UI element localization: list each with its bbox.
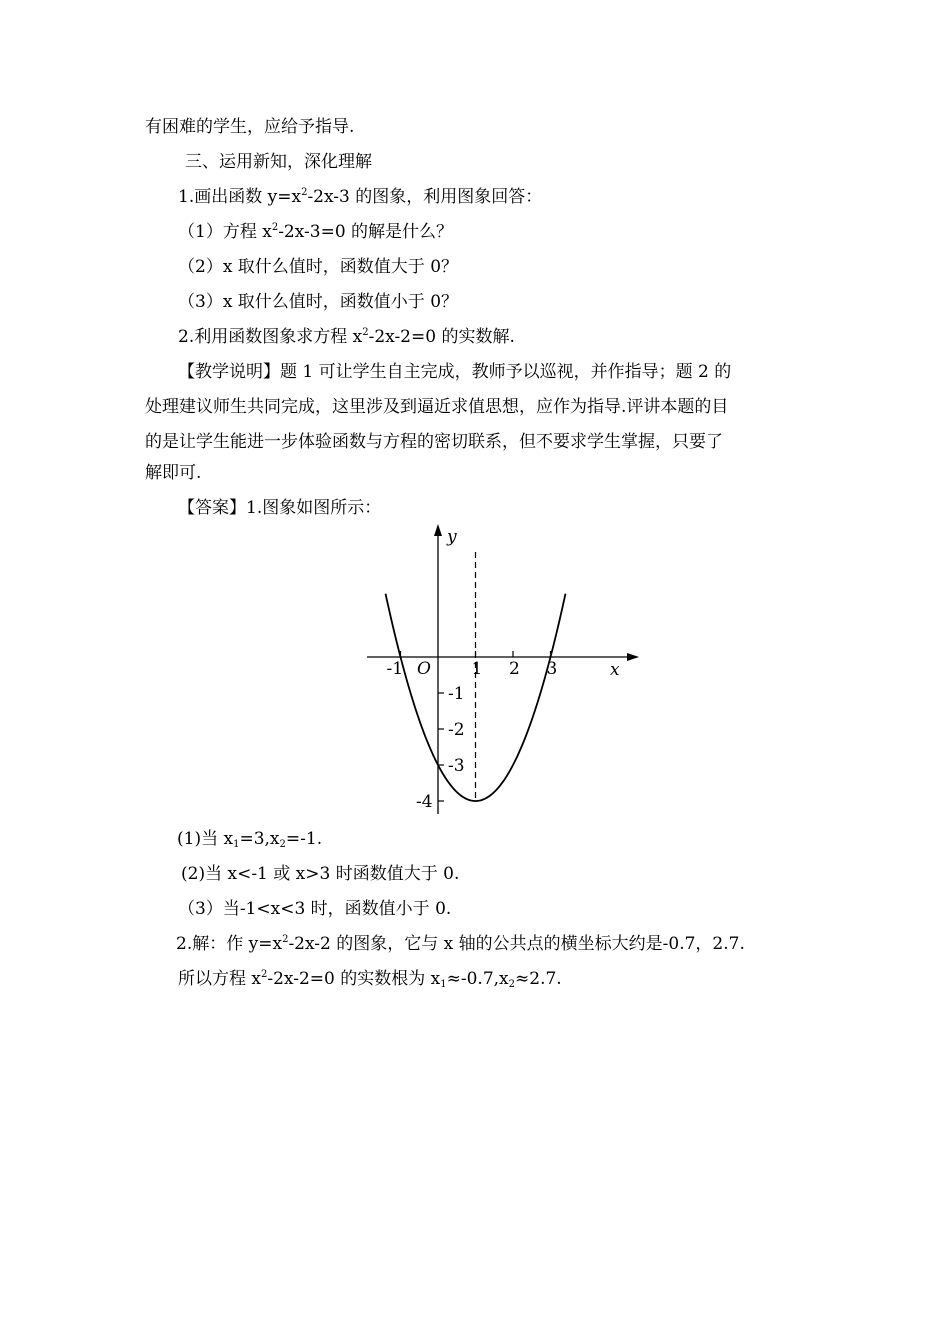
x-tick-label: 2 [509, 659, 520, 679]
y-tick-label: -4 [416, 792, 433, 812]
solution-line-1: 2.解：作 $y=x^2-2x-2$ 的图象，它与 x 轴的公共点的横坐标大约是-0.7，2.7. [176, 934, 745, 954]
section-heading: 三、运用新知，深化理解 [185, 152, 372, 172]
y-tick-label: -3 [448, 756, 465, 776]
x-tick-label: 3 [546, 659, 558, 679]
text-line-1: 有困难的学生，应给予指导. [145, 117, 355, 137]
teaching-note-line-2: 处理建议师生共同完成，这里涉及到逼近求值思想，应作为指导.评讲本题的目 [145, 397, 729, 417]
question-2: 2.利用函数图象求方程 $x^2-2x-2=0$ 的实数解. [178, 327, 515, 347]
answer-2: (2)当 x<-1 或 x>3 时函数值大于 0. [181, 864, 460, 884]
answer-1: (1)当 $x_1=3,x_2=-1$. [177, 829, 323, 850]
teaching-note-line-4: 解即可. [145, 463, 202, 483]
solution-line-2: 所以方程 $x^2-2x-2=0$ 的实数根为 $x_1\approx-0.7,x_2\approx 2.7$. [178, 969, 562, 990]
answer-heading: 【答案】1.图象如图所示： [178, 498, 382, 518]
question-1-part-2: （2）x 取什么值时，函数值大于 0？ [178, 257, 459, 277]
x-axis-arrow [627, 653, 639, 661]
y-axis-arrow [434, 524, 442, 536]
teaching-note-line-1: 【教学说明】题 1 可让学生自主完成，教师予以巡视，并作指导；题 2 的 [178, 362, 732, 382]
y-tick-label: -1 [448, 684, 465, 704]
answer-3: （3）当-1<x<3 时，函数值小于 0. [178, 899, 452, 919]
origin-label: O [417, 659, 431, 679]
question-1-part-3: （3）x 取什么值时，函数值小于 0？ [178, 292, 459, 312]
question-1-part-1: （1）方程 $x^2-2x-3=0$ 的解是什么？ [178, 222, 454, 242]
x-tick-label: 1 [471, 659, 483, 679]
y-axis-label: y [447, 527, 457, 547]
x-axis-label: x [610, 660, 620, 680]
y-tick-label: -2 [448, 720, 465, 740]
x-tick-label: -1 [386, 659, 404, 679]
teaching-note-line-3: 的是让学生能进一步体验函数与方程的密切联系，但不要求学生掌握，只要了 [145, 432, 723, 452]
question-1: 1.画出函数 $y=x^2-2x-3$ 的图象，利用图象回答： [178, 187, 543, 207]
parabola-graph [355, 522, 645, 822]
